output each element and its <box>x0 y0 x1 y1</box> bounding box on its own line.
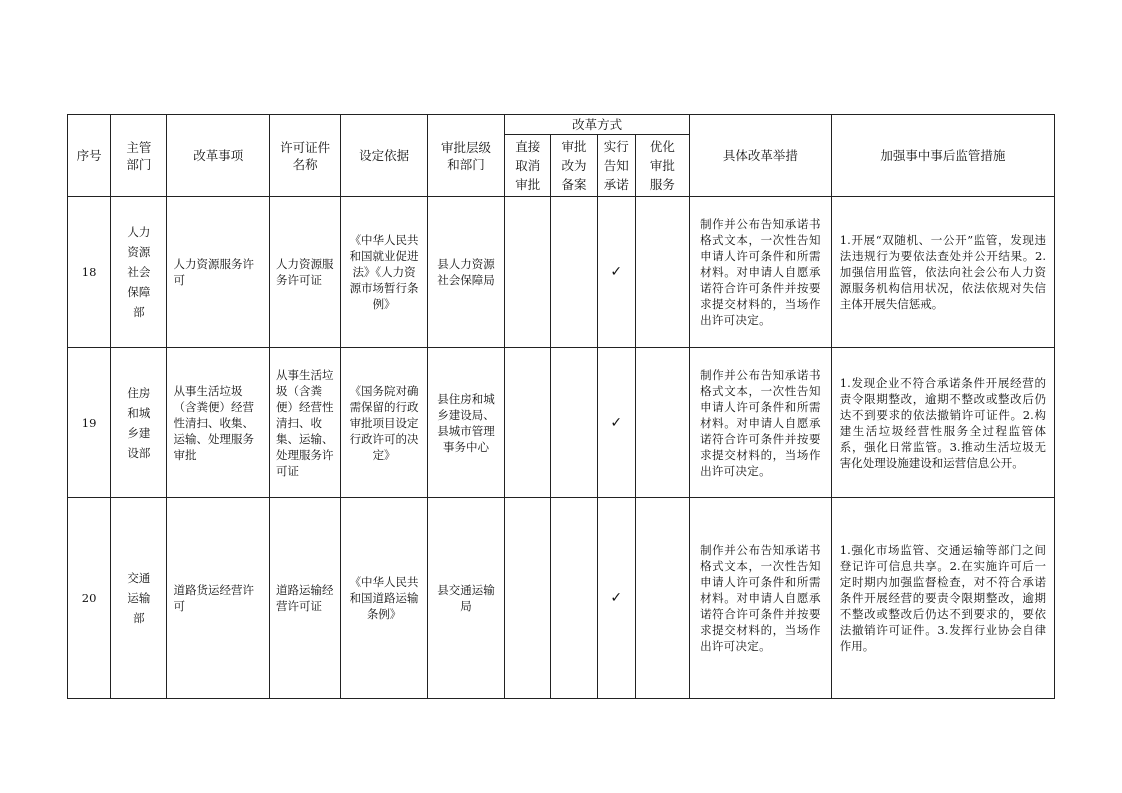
row-measures: 制作并公布告知承诺书格式文本，一次性告知申请人许可条件和所需材料。对申请人自愿承诺符合许可条件并按要求提交材料的，当场作出许可决定。 <box>690 197 832 348</box>
row-method-cancel <box>505 498 551 699</box>
row-basis: 《国务院对确需保留的行政审批项目设定行政许可的决定》 <box>341 348 427 498</box>
row-method-cancel <box>505 348 551 498</box>
reform-table <box>67 114 1055 699</box>
header-license: 许可证件名称 <box>270 115 341 197</box>
table-row <box>68 498 1055 699</box>
row-dept: 住房和城乡建设部 <box>111 348 167 498</box>
row-method-optimize <box>635 498 689 699</box>
header-item: 改革事项 <box>167 115 270 197</box>
header-method-optimize: 优化审批服务 <box>635 135 689 197</box>
row-method-optimize <box>635 197 689 348</box>
row-basis: 《中华人民共和国道路运输条例》 <box>341 498 427 699</box>
row-license: 人力资源服务许可证 <box>270 197 341 348</box>
table-row <box>68 197 1055 348</box>
header-row-1 <box>68 115 1055 135</box>
row-level: 县交通运输局 <box>427 498 504 699</box>
row-seq: 20 <box>68 498 111 699</box>
header-basis: 设定依据 <box>341 115 427 197</box>
header-dept: 主管部门 <box>111 115 167 197</box>
row-supervision: 1.开展“双随机、一公开”监管，发现违法违规行为要依法查处并公开结果。2.加强信用监管，依法向社会公布人力资源服务机构信用状况，依法依规对失信主体开展失信惩戒。 <box>831 197 1054 348</box>
header-method-commitment: 实行告知承诺 <box>597 135 635 197</box>
checkmark-icon: ✓ <box>597 197 635 348</box>
row-item: 从事生活垃圾（含粪便）经营性清扫、收集、运输、处理服务审批 <box>167 348 270 498</box>
row-license: 道路运输经营许可证 <box>270 498 341 699</box>
header-method-filing: 审批改为备案 <box>551 135 597 197</box>
row-method-filing <box>551 498 597 699</box>
row-measures: 制作并公布告知承诺书格式文本，一次性告知申请人许可条件和所需材料。对申请人自愿承诺符合许可条件并按要求提交材料的，当场作出许可决定。 <box>690 348 832 498</box>
row-level: 县住房和城乡建设局、县城市管理事务中心 <box>427 348 504 498</box>
header-seq: 序号 <box>68 115 111 197</box>
row-method-filing <box>551 348 597 498</box>
header-method-cancel: 直接取消审批 <box>505 135 551 197</box>
row-method-cancel <box>505 197 551 348</box>
checkmark-icon: ✓ <box>597 348 635 498</box>
checkmark-icon: ✓ <box>597 498 635 699</box>
row-dept: 交通运输部 <box>111 498 167 699</box>
row-seq: 18 <box>68 197 111 348</box>
row-basis: 《中华人民共和国就业促进法》《人力资源市场暂行条例》 <box>341 197 427 348</box>
row-supervision: 1.强化市场监管、交通运输等部门之间登记许可信息共享。2.在实施许可后一定时期内加强监督检查，对不符合承诺条件开展经营的要责令限期整改，逾期不整改或整改后仍达不到要求的，要依法撤销许可证件。3.发挥行业协会自律作用。 <box>831 498 1054 699</box>
header-supervision: 加强事中事后监管措施 <box>831 115 1054 197</box>
row-dept: 人力资源社会保障部 <box>111 197 167 348</box>
row-method-filing <box>551 197 597 348</box>
row-item: 道路货运经营许可 <box>167 498 270 699</box>
header-measures: 具体改革举措 <box>690 115 832 197</box>
row-license: 从事生活垃圾（含粪便）经营性清扫、收集、运输、处理服务许可证 <box>270 348 341 498</box>
row-supervision: 1.发现企业不符合承诺条件开展经营的责令限期整改，逾期不整改或整改后仍达不到要求的依法撤销许可证件。2.构建生活垃圾经营性服务全过程监管体系，强化日常监管。3.推动生活垃圾无害化处理设施建设和运营信息公开。 <box>831 348 1054 498</box>
header-method: 改革方式 <box>505 115 690 135</box>
row-level: 县人力资源社会保障局 <box>427 197 504 348</box>
row-method-optimize <box>635 348 689 498</box>
row-measures: 制作并公布告知承诺书格式文本，一次性告知申请人许可条件和所需材料。对申请人自愿承诺符合许可条件并按要求提交材料的，当场作出许可决定。 <box>690 498 832 699</box>
row-item: 人力资源服务许可 <box>167 197 270 348</box>
row-seq: 19 <box>68 348 111 498</box>
table-row <box>68 348 1055 498</box>
header-level: 审批层级和部门 <box>427 115 504 197</box>
